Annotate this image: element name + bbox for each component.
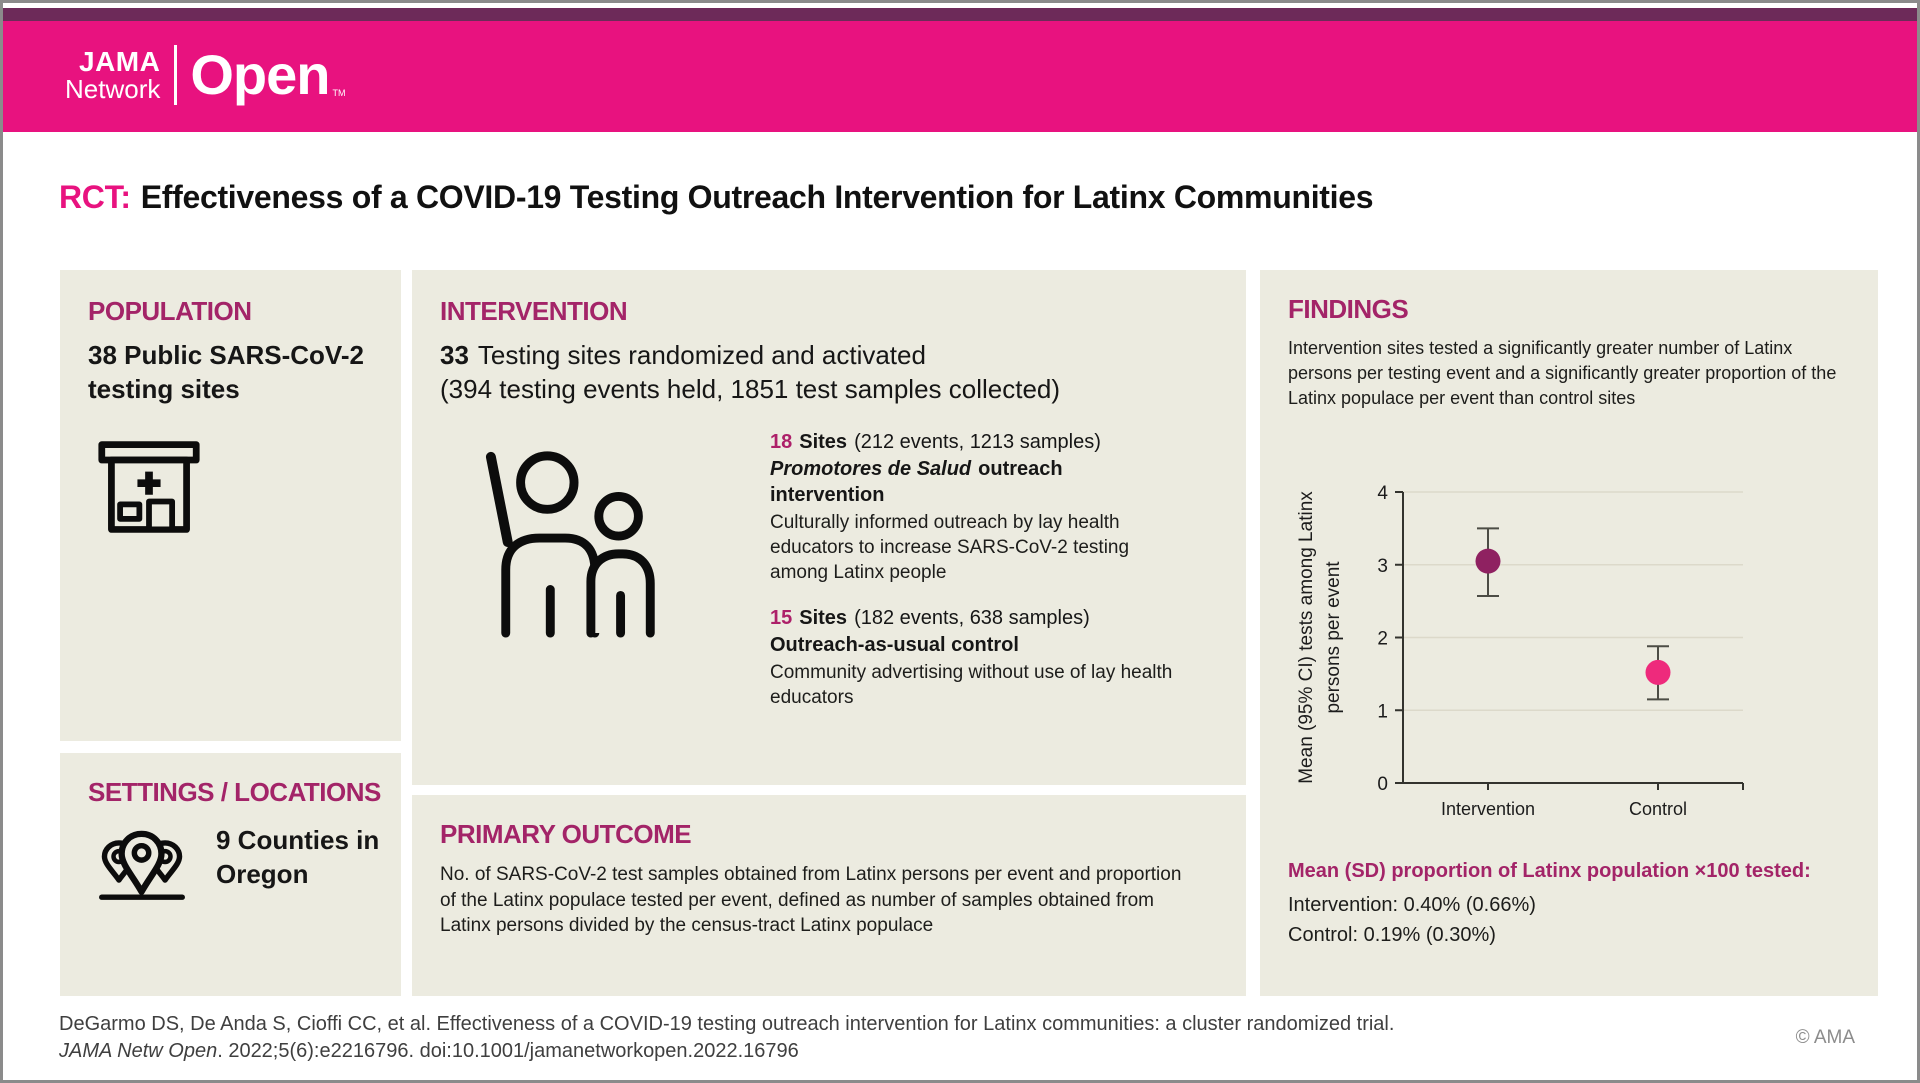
intervention-arms [770, 429, 1222, 710]
settings-locations-panel [60, 753, 401, 996]
y-tick-label: 3 [1377, 555, 1388, 577]
y-tick-label: 2 [1377, 628, 1388, 650]
findings-heading: FINDINGS [1288, 294, 1409, 324]
primary-outcome-heading: PRIMARY OUTCOME [440, 819, 692, 849]
findings-secondary-control: Control: 0.19% (0.30%) [1288, 924, 1496, 946]
arm-detail: (182 events, 638 samples) [854, 606, 1090, 629]
logo-open-wrap [190, 43, 346, 106]
arm-description: Community advertising without use of lay health educators [770, 661, 1173, 708]
citation-line-2 [59, 1038, 1394, 1065]
intervention-arm-promotores [770, 429, 1222, 585]
top-accent-strip [3, 8, 1917, 21]
arm-description: Culturally informed outreach by lay health educators to increase SARS-CoV-2 testing among Latinx people [770, 511, 1130, 583]
arm-title [770, 605, 1222, 632]
mean-point-control [1646, 660, 1671, 685]
citation-line-1: DeGarmo DS, De Anda S, Cioffi CC, et al. Effectiveness of a COVID-19 testing outreach intervention for Latinx communities: a cluster randomized trial. [59, 1013, 1395, 1035]
journal-name: JAMA Netw Open [59, 1040, 218, 1062]
arm-name-rest: outreach intervention [770, 457, 1063, 506]
y-axis-label: Mean (95% CI) tests among Latinx persons per event [1296, 491, 1344, 784]
logo-jama-text: JAMA [79, 45, 161, 77]
y-tick-label: 1 [1377, 701, 1388, 723]
intervention-lead-subtext: (394 testing events held, 1851 test samples collected) [440, 373, 1061, 404]
intervention-lead-text: Testing sites randomized and activated [477, 340, 926, 370]
findings-secondary-intervention: Intervention: 0.40% (0.66%) [1288, 894, 1536, 916]
arm-sites-label: Sites [799, 430, 848, 453]
logo-open-text: Open [190, 43, 330, 106]
arm-title [770, 429, 1222, 456]
brand-header-bar [3, 21, 1917, 132]
two-people-outreach-icon [470, 443, 688, 639]
intervention-lead [440, 339, 1222, 373]
logo-network-text: Network [65, 74, 161, 105]
arm-sites-number: 18 [770, 430, 793, 453]
settings-value: 9 Counties in Oregon [216, 825, 380, 889]
primary-outcome-panel [412, 795, 1246, 996]
logo-trademark: TM [332, 88, 346, 98]
title-rct-prefix: RCT: [59, 179, 131, 215]
findings-summary: Intervention sites tested a significantly greater number of Latinx persons per testing event and a significantly greater proportion of the Latinx populace per event than control sites [1288, 338, 1837, 408]
arm-name-italic: Promotores de Salud [770, 457, 972, 480]
population-heading: POPULATION [88, 296, 252, 326]
intervention-icon-wrap [440, 429, 770, 710]
map-pins-icon [90, 822, 194, 910]
x-category-label: Control [1628, 799, 1688, 819]
intervention-panel [412, 270, 1246, 785]
page-title [59, 179, 1373, 216]
intervention-heading: INTERVENTION [440, 296, 628, 326]
logo-divider [174, 45, 177, 105]
citation-line-2-rest: . 2022;5(6):e2216796. doi:10.1001/jamanetworkopen.2022.16796 [217, 1040, 799, 1062]
settings-heading: SETTINGS / LOCATIONS [88, 777, 381, 807]
primary-outcome-text: No. of SARS-CoV-2 test samples obtained from Latinx persons per event and proportion of the Latinx populace tested per event, defined as number of samples obtained from Latinx persons divided by the census-tract Latinx populace [440, 864, 1182, 937]
findings-chart [1288, 460, 1758, 825]
arm-sites-number: 15 [770, 606, 793, 629]
intervention-lead-number: 33 [440, 340, 469, 370]
findings-secondary-heading: Mean (SD) proportion of Latinx population ×100 tested: [1288, 860, 1811, 882]
x-category-label: Intervention [1440, 799, 1536, 819]
population-panel [60, 270, 401, 741]
ama-copyright: © AMA [1795, 1027, 1855, 1048]
logo-jama-network-stack [65, 47, 160, 104]
arm-name [770, 456, 1130, 508]
arm-name [770, 632, 1130, 658]
testing-site-building-icon [96, 435, 202, 541]
settings-row [88, 822, 381, 910]
intervention-content [440, 429, 1222, 710]
mean-point-intervention [1476, 549, 1501, 574]
population-value: 38 Public SARS-CoV-2 testing sites [88, 340, 364, 404]
arm-sites-label: Sites [799, 606, 848, 629]
citation-footer [59, 1011, 1394, 1065]
arm-detail: (212 events, 1213 samples) [854, 430, 1101, 453]
y-tick-label: 4 [1377, 483, 1388, 504]
title-text: Effectiveness of a COVID-19 Testing Outreach Intervention for Latinx Communities [140, 179, 1374, 215]
findings-panel [1260, 270, 1878, 996]
jama-network-open-logo [65, 45, 345, 105]
arm-name-rest: Outreach-as-usual control [770, 633, 1019, 656]
control-arm-outreach-as-usual [770, 605, 1222, 710]
y-tick-label: 0 [1377, 774, 1388, 795]
